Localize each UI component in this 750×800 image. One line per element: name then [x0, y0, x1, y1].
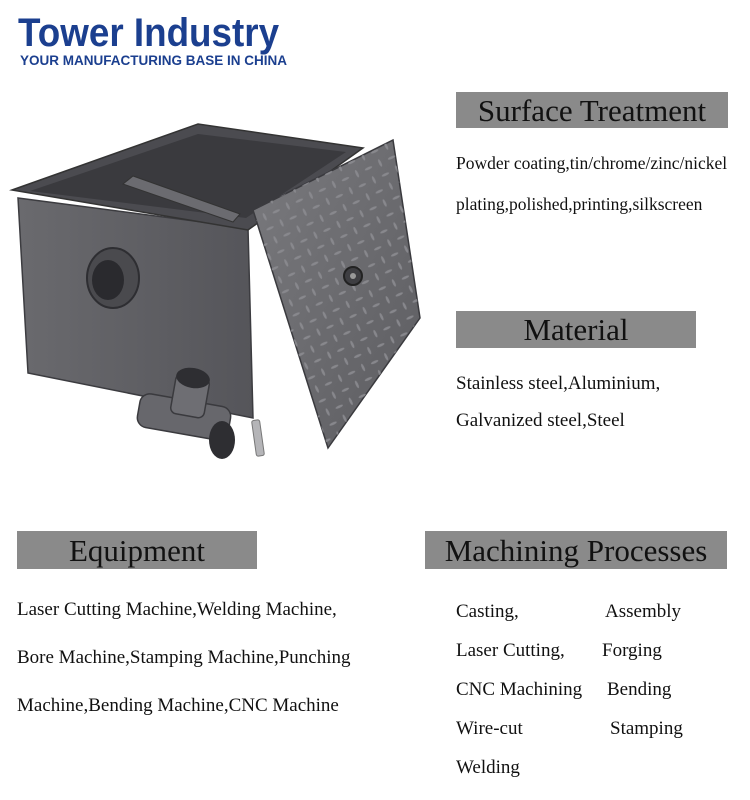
process-bending: Bending — [607, 679, 672, 700]
process-stamping: Stamping — [610, 718, 683, 739]
process-welding: Welding — [456, 757, 520, 778]
process-casting: Casting, — [456, 601, 519, 622]
process-assembly: Assembly — [605, 601, 681, 622]
equipment-line-2: Bore Machine,Stamping Machine,Punching — [17, 647, 351, 668]
process-forging: Forging — [602, 640, 662, 661]
process-wire-cut: Wire-cut — [456, 718, 523, 739]
surface-treatment-line-1: Powder coating,tin/chrome/zinc/nickel — [456, 153, 728, 173]
process-laser-cutting: Laser Cutting, — [456, 640, 565, 661]
material-line-2: Galvanized steel,Steel — [456, 410, 625, 431]
product-image-grease-trap — [8, 118, 428, 478]
company-logo-subtitle: YOUR MANUFACTURING BASE IN CHINA — [20, 53, 288, 68]
company-logo-title: Tower Industry — [18, 11, 280, 55]
equipment-line-3: Machine,Bending Machine,CNC Machine — [17, 695, 339, 716]
material-line-1: Stainless steel,Aluminium, — [456, 373, 661, 394]
material-heading: Material — [456, 311, 696, 348]
equipment-heading: Equipment — [17, 531, 257, 569]
surface-treatment-line-2: plating,polished,printing,silkscreen — [456, 194, 703, 214]
machining-processes-heading: Machining Processes — [425, 531, 727, 569]
surface-treatment-heading: Surface Treatment — [456, 92, 728, 128]
equipment-line-1: Laser Cutting Machine,Welding Machine, — [17, 599, 337, 620]
process-cnc-machining: CNC Machining — [456, 679, 583, 700]
